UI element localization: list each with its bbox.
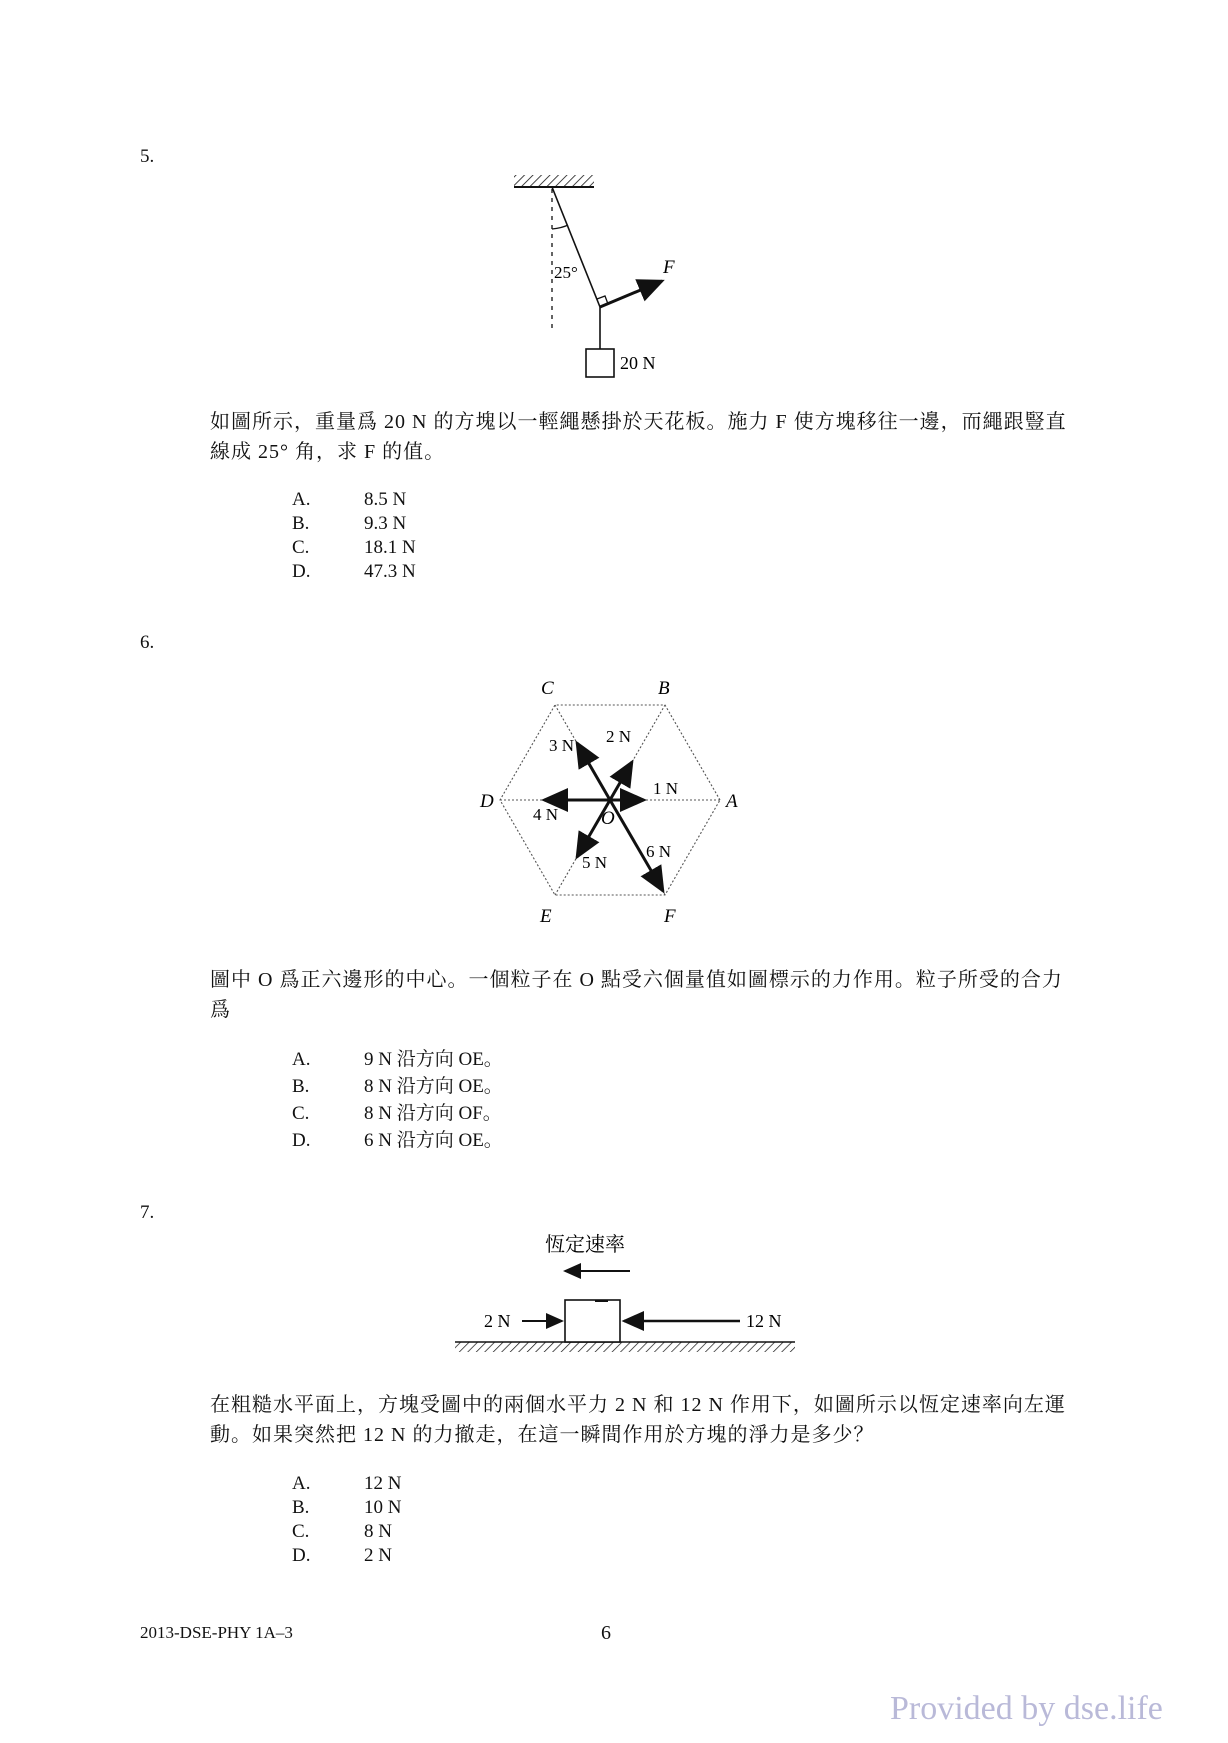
option-letter: C. [292,1103,310,1124]
option-letter: C. [292,1521,310,1542]
force-2n-label: 2 N [606,727,632,746]
force-4n-label: 4 N [533,805,559,824]
option-letter: D. [292,1130,311,1151]
option-text: 6 N 沿方向 OE。 [364,1130,503,1151]
option-text: 18.1 N [364,537,416,558]
question-6-options [292,1046,503,1154]
vertex-d-label: D [480,791,494,812]
question-6-stem: 圖中 O 爲正六邊形的中心。一個粒子在 O 點受六個量值如圖標示的力作用。粒子所受的合力爲 [210,969,1063,1021]
option-b[interactable] [292,1073,503,1100]
paper-code: 2013-DSE-PHY 1A–3 [140,1623,293,1642]
question-7-options [292,1472,401,1568]
option-text: 10 N [364,1497,402,1518]
option-text: 9.3 N [364,513,407,534]
angle-label: 25° [554,263,578,282]
option-letter: B. [292,1076,310,1097]
watermark: Provided by dse.life [890,1690,1163,1727]
vertex-b-label: B [658,678,670,699]
option-letter: A. [292,1049,311,1070]
force-1n-label: 1 N [653,779,679,798]
force-f-label: F [663,257,675,278]
option-letter: B. [292,513,310,534]
option-letter: D. [292,561,311,582]
q7-diagram [450,1225,800,1365]
option-text: 9 N 沿方向 OE。 [364,1049,503,1070]
option-letter: D. [292,1545,311,1566]
option-c[interactable] [292,1100,503,1127]
string [552,187,600,307]
block [565,1300,620,1342]
question-5-options [292,488,416,584]
option-d[interactable] [292,1127,503,1154]
force-2n-arrow [610,762,632,800]
option-text: 2 N [364,1545,392,1566]
left-force-label: 2 N [484,1311,511,1331]
weight-label: 20 N [620,353,656,373]
option-letter: B. [292,1497,310,1518]
option-text: 8.5 N [364,489,407,510]
force-6n-label: 6 N [646,842,672,861]
q6-diagram [460,665,760,940]
option-letter: A. [292,1473,311,1494]
question-7-stem: 在粗糙水平面上，方塊受圖中的兩個水平力 2 N 和 12 N 作用下，如圖所示以恆定速率向左運動。如果突然把 12 N 的力撤走，在這一瞬間作用於方塊的淨力是多少？ [210,1394,1066,1446]
option-a[interactable] [292,1046,503,1073]
angle-arc [552,225,568,229]
rough-ground [455,1342,795,1352]
constant-speed-label: 恆定速率 [545,1234,625,1256]
question-6-number: 6. [140,632,155,653]
option-text: 47.3 N [364,561,416,582]
question-5-number: 5. [140,146,155,167]
vertex-a-label: A [726,791,738,812]
q5-diagram [500,165,740,385]
option-c[interactable] [292,536,416,560]
option-d[interactable] [292,1544,401,1568]
option-text: 8 N 沿方向 OF。 [364,1103,502,1124]
force-f-arrow [600,281,662,307]
option-a[interactable] [292,488,416,512]
vertex-c-label: C [541,678,554,699]
force-5n-label: 5 N [582,853,608,872]
option-letter: A. [292,489,311,510]
vertex-e-label: E [540,906,552,927]
option-b[interactable] [292,1496,401,1520]
page-number: 6 [601,1622,611,1644]
block [586,349,614,377]
question-7-number: 7. [140,1202,155,1223]
force-3n-label: 3 N [549,736,575,755]
option-text: 8 N [364,1521,392,1542]
question-5-stem: 如圖所示，重量爲 20 N 的方塊以一輕繩懸掛於天花板。施力 F 使方塊移往一邊，而繩跟豎直線成 25° 角，求 F 的值。 [210,411,1067,463]
vertex-f-label: F [664,906,676,927]
right-force-label: 12 N [746,1311,782,1331]
option-a[interactable] [292,1472,401,1496]
option-c[interactable] [292,1520,401,1544]
option-b[interactable] [292,512,416,536]
option-text: 12 N [364,1473,402,1494]
center-o-label: O [601,808,615,829]
force-3n-arrow [577,743,610,800]
option-text: 8 N 沿方向 OE。 [364,1076,503,1097]
ceiling [514,175,594,187]
option-letter: C. [292,537,310,558]
option-d[interactable] [292,560,416,584]
